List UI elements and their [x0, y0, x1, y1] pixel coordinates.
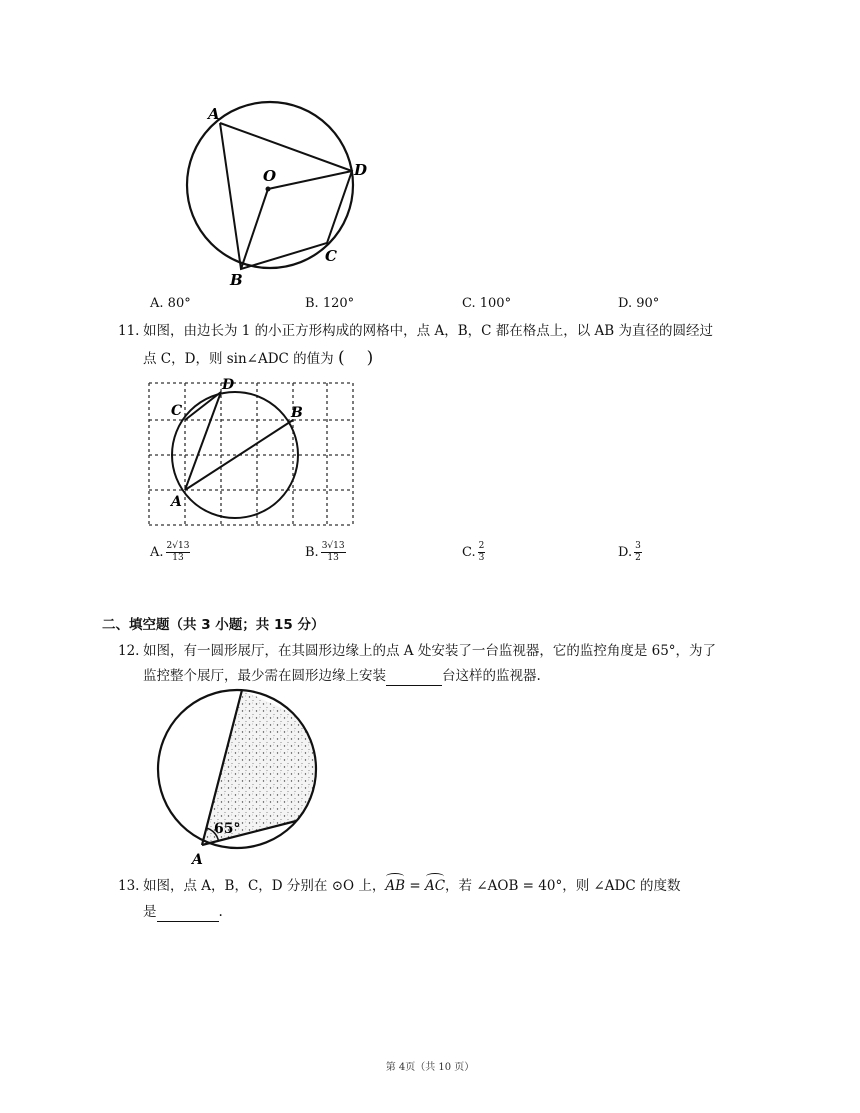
q11-text-line1: 如图，由边长为 1 的小正方形构成的网格中，点 A，B，C 都在格点上，以 AB 为直径的圆经过 — [143, 323, 714, 339]
q10-label-b: B — [230, 271, 243, 289]
q10-option-a-value: 80° — [167, 296, 191, 311]
q12-angle-label: 65° — [214, 821, 241, 837]
q12-answer-blank[interactable] — [386, 671, 442, 686]
q11-option-a-denominator: 13 — [172, 553, 184, 563]
q11-option-d-numerator: 3 — [635, 541, 641, 551]
q10-option-c-value: 100° — [479, 296, 512, 311]
q10-option-c — [462, 294, 511, 314]
q11-line2-prefix: 点 C，D，则 sin∠ADC 的值为 — [143, 351, 334, 367]
q13-answer-blank[interactable] — [157, 907, 219, 922]
q13-arc-ab: AB — [385, 878, 406, 894]
q13-line2-suffix: . — [218, 904, 223, 920]
q11-option-c — [462, 541, 485, 564]
q11-label-b: B — [291, 405, 303, 421]
q10-option-b-letter: B. — [305, 296, 319, 311]
q11-option-b — [305, 541, 346, 564]
q12-line2-prefix: 监控整个展厅，最少需在圆形边缘上安装 — [143, 668, 386, 684]
q11-answer-paren-close: ) — [366, 348, 374, 368]
page-footer: 第 4页（共 10 页） — [385, 1062, 475, 1073]
section-heading-fill-in: 二、填空题（共 3 小题；共 15 分） — [102, 617, 325, 633]
q13-line1-a: 如图，点 A，B，C，D 分别在 ⊙O 上， — [143, 878, 386, 894]
q11-option-a-letter: A. — [150, 545, 164, 560]
q10-circle — [187, 102, 353, 268]
q12-number: 12. — [118, 643, 140, 659]
q11-label-c: C — [171, 403, 183, 419]
q11-option-a-numerator: 2√13 — [166, 541, 190, 551]
q12-text-line2 — [143, 666, 541, 686]
q13-line1-b: ，若 ∠AOB = 40°，则 ∠ADC 的度数 — [445, 878, 681, 894]
q13-number: 13. — [118, 878, 140, 894]
q11-option-c-letter: C. — [462, 545, 476, 560]
q11-label-a: A — [171, 494, 182, 510]
q10-radius-ob — [241, 189, 268, 269]
q11-option-b-denominator: 13 — [327, 553, 339, 563]
q11-option-b-numerator: 3√13 — [321, 541, 345, 551]
q13-text-line1 — [143, 876, 681, 896]
q10-option-a-letter: A. — [150, 296, 164, 311]
q10-option-d-value: 90° — [636, 296, 660, 311]
q11-option-d-letter: D. — [618, 545, 633, 560]
q11-answer-paren-open: ( — [337, 348, 345, 368]
q10-label-a: A — [208, 105, 220, 123]
q11-option-d — [618, 541, 642, 564]
q10-radius-od — [268, 171, 352, 189]
q13-text-line2 — [143, 902, 223, 922]
q10-label-d: D — [354, 161, 368, 179]
q11-number: 11. — [118, 323, 140, 339]
q12-figure — [150, 688, 325, 868]
q11-option-c-numerator: 2 — [478, 541, 485, 551]
q13-line2-prefix: 是 — [143, 904, 157, 920]
q10-option-d-letter: D. — [618, 296, 633, 311]
q10-option-b-value: 120° — [322, 296, 355, 311]
q11-figure — [145, 375, 360, 535]
q11-label-d: D — [222, 377, 235, 393]
q12-line2-suffix: 台这样的监视器. — [442, 668, 541, 684]
q10-label-o: O — [263, 167, 277, 185]
q12-text-line1: 如图，有一圆形展厅，在其圆形边缘上的点 A 处安装了一台监视器，它的监控角度是 65°，为了 — [143, 643, 717, 659]
q12-label-a: A — [192, 852, 203, 868]
q10-option-a — [150, 294, 191, 314]
q11-option-c-denominator: 3 — [478, 553, 485, 563]
q10-option-c-letter: C. — [462, 296, 476, 311]
q11-text-line2 — [143, 348, 373, 369]
q13-equals: = — [405, 878, 425, 894]
q10-option-b — [305, 294, 354, 314]
q11-option-d-denominator: 2 — [635, 553, 641, 563]
q10-center-dot — [266, 187, 271, 192]
q11-option-a — [150, 541, 190, 564]
q10-figure — [170, 95, 380, 290]
q10-label-c: C — [325, 247, 337, 265]
q10-option-d — [618, 294, 659, 314]
q13-arc-ac: AC — [424, 878, 446, 894]
q11-option-b-letter: B. — [305, 545, 319, 560]
